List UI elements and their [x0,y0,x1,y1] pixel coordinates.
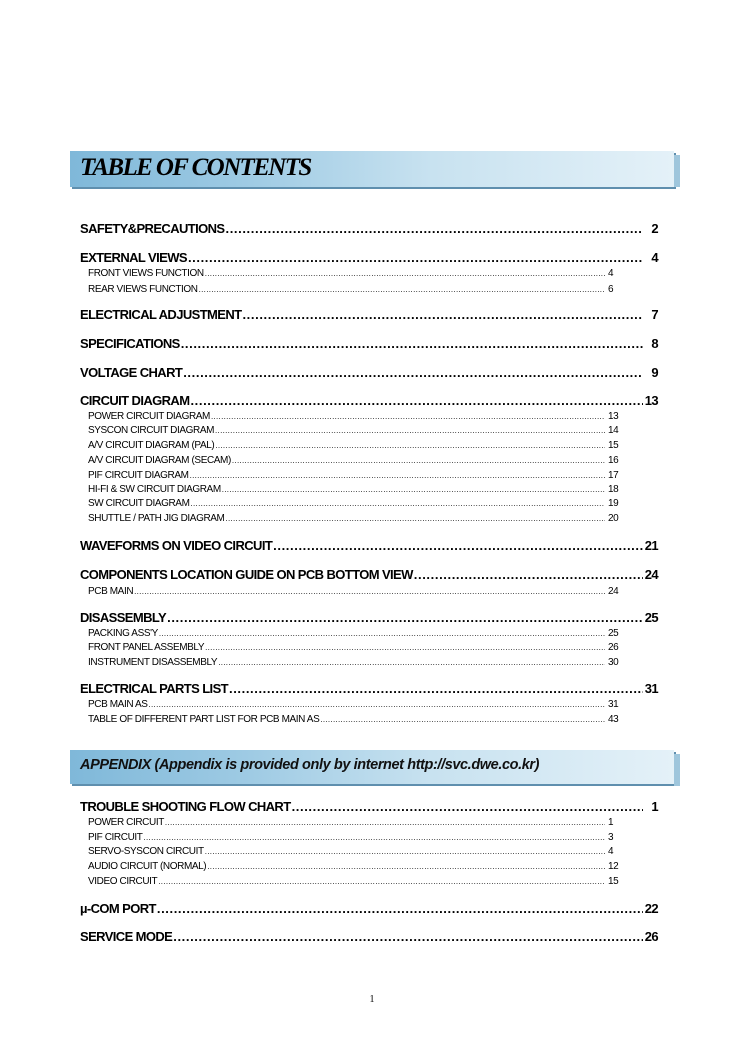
toc-subentry-label: A/V CIRCUIT DIAGRAM (PAL) [88,440,215,451]
toc-entry-label: µ-COM PORT [80,901,156,916]
toc-subentry-page: 15 [608,440,619,451]
toc-subentry-page: 13 [608,411,619,422]
toc-entry-label: WAVEFORMS ON VIDEO CIRCUIT [80,538,273,553]
toc-subentry-page: 6 [608,284,614,295]
toc-subentry-page: 24 [608,586,619,597]
toc-subentry-page: 17 [608,470,619,481]
toc-entry-label: SPECIFICATIONS [80,336,180,351]
toc-subentry-packing-assy[interactable] [88,628,620,639]
toc-entry-page: 9 [651,365,658,380]
toc-subentry-page: 20 [608,513,619,524]
toc-entry-page: 24 [644,567,658,582]
toc-subentry-label: AUDIO CIRCUIT (NORMAL) [88,861,207,872]
toc-subentry-av-secam-diagram[interactable] [88,455,620,466]
toc-subentry-label: REAR VIEWS FUNCTION [88,284,198,295]
toc-subentry-rear-views[interactable] [88,284,620,295]
toc-entry-voltage-chart[interactable] [80,365,658,380]
toc-subentry-power-circuit-diagram[interactable] [88,411,620,422]
toc-subentry-page: 4 [608,846,614,857]
toc-entry-circuit-diagram[interactable] [80,393,658,408]
toc-subentry-front-panel-assembly[interactable] [88,642,620,653]
toc-subentry-label: SHUTTLE / PATH JIG DIAGRAM [88,513,225,524]
toc-entry-label: COMPONENTS LOCATION GUIDE ON PCB BOTTOM VIEW [80,567,413,582]
toc-subentry-label: PACKING ASS'Y [88,628,158,639]
toc-subentry-page: 15 [608,876,619,887]
page-number: 1 [369,994,375,1005]
toc-subentry-page: 26 [608,642,619,653]
toc-entry-page: 13 [644,393,658,408]
toc-subentry-page: 31 [608,699,619,710]
toc-entry-components-location[interactable] [80,567,658,582]
toc-entry-page: 7 [651,307,658,322]
toc-subentry-av-pal-diagram[interactable] [88,440,620,451]
toc-entry-safety[interactable] [80,221,658,236]
toc-subentry-label: PIF CIRCUIT [88,832,143,843]
toc-entry-page: 26 [644,929,658,944]
toc-subentry-page: 3 [608,832,614,843]
toc-subentry-page: 43 [608,714,619,725]
toc-subentry-label: PCB MAIN AS [88,699,148,710]
toc-entry-label: SAFETY&PRECAUTIONS [80,221,225,236]
appendix-entry-trouble-shooting[interactable] [80,799,658,814]
toc-entry-label: ELECTRICAL PARTS LIST [80,681,228,696]
toc-entry-label: CIRCUIT DIAGRAM [80,393,190,408]
toc-subentry-front-views[interactable] [88,268,620,279]
appendix-banner [70,750,674,784]
toc-entry-label: DISASSEMBLY [80,610,167,625]
toc-entry-page: 25 [644,610,658,625]
toc-subentry-label: PCB MAIN [88,586,134,597]
appendix-entry-ucom-port[interactable] [80,901,658,916]
toc-entry-page: 22 [644,901,658,916]
toc-entry-specifications[interactable] [80,336,658,351]
toc-entry-external-views[interactable] [80,250,658,265]
appendix-subentry-video-circuit[interactable] [88,876,620,887]
toc-subentry-page: 12 [608,861,619,872]
toc-subentry-label: POWER CIRCUIT DIAGRAM [88,411,210,422]
toc-subentry-different-part-list[interactable] [88,714,620,725]
toc-entry-label: TROUBLE SHOOTING FLOW CHART [80,799,291,814]
toc-entry-page: 4 [651,250,658,265]
toc-subentry-page: 30 [608,657,619,668]
toc-title: TABLE OF CONTENTS [80,154,311,181]
toc-subentry-label: VIDEO CIRCUIT [88,876,158,887]
appendix-subentry-audio-circuit[interactable] [88,861,620,872]
toc-subentry-page: 16 [608,455,619,466]
toc-subentry-page: 25 [608,628,619,639]
toc-entry-page: 21 [644,538,658,553]
toc-entry-page: 1 [651,799,658,814]
toc-entry-page: 8 [651,336,658,351]
toc-subentry-label: SW CIRCUIT DIAGRAM [88,498,190,509]
appendix-subentry-pif-circuit[interactable] [88,832,620,843]
toc-subentry-pcb-main[interactable] [88,586,620,597]
toc-entry-page: 31 [644,681,658,696]
toc-entry-label: VOLTAGE CHART [80,365,183,380]
toc-entry-label: EXTERNAL VIEWS [80,250,187,265]
toc-subentry-pif-circuit-diagram[interactable] [88,470,620,481]
toc-entry-page: 2 [651,221,658,236]
appendix-subentry-power-circuit[interactable] [88,817,620,828]
toc-subentry-page: 14 [608,425,619,436]
appendix-entry-service-mode[interactable] [80,929,658,944]
toc-subentry-label: TABLE OF DIFFERENT PART LIST FOR PCB MAIN AS [88,714,320,725]
toc-subentry-shuttle-path-jig[interactable] [88,513,620,524]
toc-subentry-label: FRONT VIEWS FUNCTION [88,268,204,279]
toc-subentry-page: 19 [608,498,619,509]
toc-subentry-instrument-disassembly[interactable] [88,657,620,668]
toc-subentry-sw-circuit-diagram[interactable] [88,498,620,509]
toc-entry-electrical-parts-list[interactable] [80,681,658,696]
toc-entry-waveforms[interactable] [80,538,658,553]
toc-title-banner [70,151,674,187]
toc-subentry-hifi-sw-diagram[interactable] [88,484,620,495]
toc-subentry-pcb-main-as[interactable] [88,699,620,710]
toc-subentry-page: 4 [608,268,614,279]
toc-subentry-label: INSTRUMENT DISASSEMBLY [88,657,218,668]
appendix-title: APPENDIX (Appendix is provided only by internet http://svc.dwe.co.kr) [80,757,540,773]
toc-entry-label: ELECTRICAL ADJUSTMENT [80,307,242,322]
toc-subentry-syscon-circuit-diagram[interactable] [88,425,620,436]
toc-entry-label: SERVICE MODE [80,929,173,944]
toc-subentry-label: HI-FI & SW CIRCUIT DIAGRAM [88,484,221,495]
toc-subentry-label: POWER CIRCUIT [88,817,164,828]
appendix-subentry-servo-syscon[interactable] [88,846,620,857]
toc-subentry-label: SERVO-SYSCON CIRCUIT [88,846,204,857]
toc-subentry-page: 1 [608,817,614,828]
toc-subentry-label: A/V CIRCUIT DIAGRAM (SECAM) [88,455,231,466]
toc-entry-disassembly[interactable] [80,610,658,625]
toc-entry-electrical-adjustment[interactable] [80,307,658,322]
toc-subentry-label: FRONT PANEL ASSEMBLY [88,642,205,653]
toc-subentry-page: 18 [608,484,619,495]
toc-subentry-label: SYSCON CIRCUIT DIAGRAM [88,425,215,436]
toc-subentry-label: PIF CIRCUIT DIAGRAM [88,470,189,481]
